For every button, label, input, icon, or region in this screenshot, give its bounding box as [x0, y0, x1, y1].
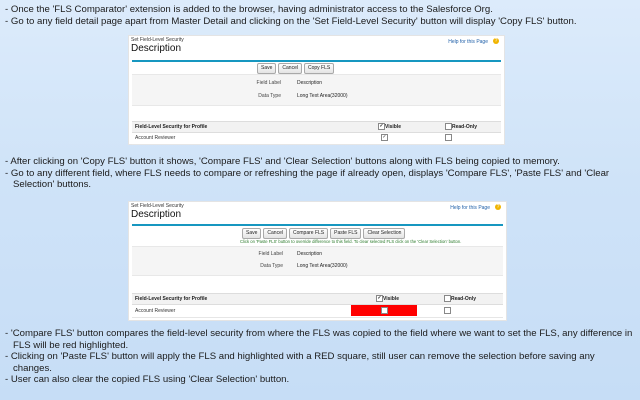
cancel-button[interactable]: Cancel — [263, 228, 287, 239]
field-row — [132, 91, 501, 101]
field-value: Description — [297, 251, 323, 257]
section-divider — [132, 60, 501, 62]
note-line: - Clicking on 'Paste FLS' button will apply the FLS and highlighted with a RED square, still user can remove the selection before saving any changes. — [5, 351, 595, 374]
field-label: Data Type — [260, 263, 283, 269]
field-label: Field Label — [256, 80, 281, 86]
paste-fls-button[interactable]: Paste FLS — [330, 228, 361, 239]
visible-all-checkbox[interactable]: ✓ — [379, 123, 384, 129]
fls-screenshot-compare — [128, 201, 507, 321]
profile-name: Account Reviewer — [135, 308, 176, 314]
field-row — [132, 78, 501, 88]
fls-header-label: Field-Level Security for Profile — [135, 296, 208, 302]
fls-header — [132, 293, 503, 305]
field-value: Description — [297, 80, 323, 86]
profile-name: Account Reviewer — [135, 135, 176, 141]
copy-fls-button[interactable]: Copy FLS — [304, 63, 334, 74]
visible-checkbox[interactable] — [381, 307, 388, 314]
notes-mid — [5, 156, 635, 191]
field-detail — [132, 74, 501, 106]
button-row — [242, 228, 405, 239]
table-row — [132, 132, 501, 145]
note-line: - Go to any different field, where FLS needs to compare or refreshing the page if already open, displays 'Compare FLS', 'Paste FLS' and 'Clear Selection' buttons. — [5, 167, 610, 191]
visible-checkbox[interactable]: ✓ — [382, 134, 387, 140]
fls-header-label: Field-Level Security for Profile — [135, 124, 208, 130]
clear-selection-button[interactable]: Clear Selection — [363, 228, 405, 239]
save-button[interactable]: Save — [242, 228, 261, 239]
readonly-checkbox[interactable] — [445, 134, 452, 141]
section-divider — [132, 224, 503, 226]
note-line: - User can also clear the copied FLS using 'Clear Selection' button. — [5, 374, 290, 386]
readonly-checkbox[interactable] — [444, 307, 451, 314]
field-label: Field Label — [258, 251, 283, 257]
help-icon[interactable]: ? — [496, 204, 500, 210]
readonly-all-checkbox[interactable] — [444, 295, 451, 302]
note-line: - 'Compare FLS' button compares the field-level security from where the FLS was copied to the field where we want to set the FLS, any difference in FLS will be red highlighted. — [5, 328, 633, 351]
notes-top — [5, 4, 635, 27]
table-row — [132, 305, 503, 318]
page-title: Description — [131, 43, 182, 54]
col-readonly: Read-Only — [451, 296, 477, 302]
cancel-button[interactable]: Cancel — [278, 63, 302, 74]
help-link[interactable]: Help for this Page — [450, 205, 490, 211]
note-line: - After clicking on 'Copy FLS' button it shows, 'Compare FLS' and 'Clear Selection' buttons along with FLS being copied to memory. — [5, 156, 560, 167]
compare-fls-button[interactable]: Compare FLS — [289, 228, 328, 239]
field-value: Long Text Area(32000) — [297, 263, 348, 269]
info-message: Click on 'Paste FLS' button to override difference to this field. To clear selected FLS click on the 'Clear Selection' button. — [240, 239, 462, 244]
fls-screenshot-copy — [128, 35, 505, 145]
page-subtitle: Set Field-Level Security — [131, 37, 184, 43]
readonly-all-checkbox[interactable] — [445, 123, 452, 130]
col-visible: Visible — [385, 124, 402, 130]
field-value: Long Text Area(32000) — [297, 93, 348, 99]
col-visible: Visible — [383, 296, 400, 302]
note-line: - Once the 'FLS Comparator' extension is added to the browser, having administrator access to the Salesforce Org. — [5, 4, 493, 15]
save-button[interactable]: Save — [257, 63, 276, 74]
visible-all-checkbox[interactable]: ✓ — [377, 295, 382, 301]
note-line: - Go to any field detail page apart from Master Detail and clicking on the 'Set Field-Level Security' button will display 'Copy FLS' button. — [5, 15, 577, 27]
button-row — [257, 63, 334, 74]
help-link[interactable]: Help for this Page — [448, 39, 488, 45]
col-readonly: Read-Only — [452, 124, 478, 130]
page-subtitle: Set Field-Level Security — [131, 203, 184, 209]
notes-bottom — [5, 328, 635, 386]
field-detail — [132, 246, 503, 276]
help-icon[interactable]: ? — [494, 38, 498, 44]
field-label: Data Type — [258, 93, 281, 99]
field-row — [132, 249, 503, 259]
page-title: Description — [131, 209, 182, 220]
field-row — [132, 261, 503, 271]
